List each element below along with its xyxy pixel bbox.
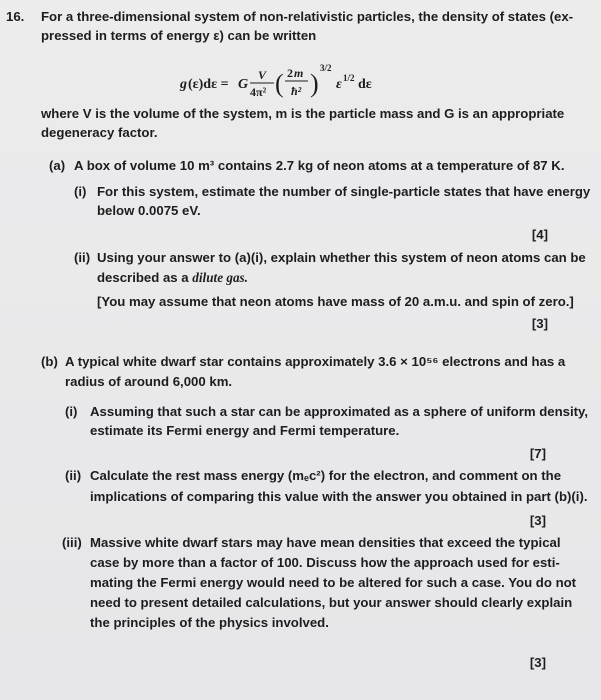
svg-text:ε: ε (336, 77, 342, 92)
part-b-iii-line-4: need to present detailed calculations, but your answer should clearly explain (90, 595, 573, 610)
part-b-iii-line-1: Massive white dwarf stars may have mean densities that exceed the typical (90, 535, 561, 550)
svg-text:dε: dε (358, 77, 372, 92)
part-b-iii-line-5: the principles of the physics involved. (90, 615, 329, 630)
density-of-states-equation (0, 59, 601, 105)
part-a-i-label: (i) (74, 184, 87, 199)
part-b-ii-line-1: Calculate the rest mass energy (mₑc²) for the electron, and comment on the (90, 468, 562, 483)
part-a-ii-marks: [3] (531, 316, 548, 331)
part-b-line-1: A typical white dwarf star contains approximately 3.6 × 10⁵⁶ electrons and has a (65, 354, 566, 369)
svg-text:): ) (310, 69, 319, 98)
part-b-i-line-1: Assuming that such a star can be approximated as a sphere of uniform density, (90, 404, 589, 419)
question-number: 16. (6, 9, 25, 24)
part-a-ii-line-2-prefix: described as a (97, 270, 193, 285)
part-b-iii-line-2: case by more than a factor of 100. Discuss how the approach used for esti- (90, 555, 560, 570)
part-a-text: A box of volume 10 m³ contains 2.7 kg of neon atoms at a temperature of 87 K. (74, 158, 565, 173)
after-equation-line-2: degeneracy factor. (41, 125, 158, 140)
part-b-iii-marks: [3] (529, 655, 546, 670)
svg-text:m: m (294, 66, 304, 80)
svg-text:G: G (238, 77, 249, 92)
part-a-i-line-1: For this system, estimate the number of single-particle states that have energy (97, 184, 591, 199)
svg-text:V: V (258, 68, 267, 82)
equation-graphic (0, 59, 601, 105)
part-b-i-marks: [7] (529, 446, 546, 461)
after-equation-line-1: where V is the volume of the system, m is the particle mass and G is an appropriate (41, 106, 565, 121)
part-b-i-label: (i) (65, 404, 78, 419)
part-a-ii-line-2 (97, 268, 248, 287)
svg-text:1/2: 1/2 (343, 73, 355, 83)
part-b-ii-marks: [3] (529, 513, 546, 528)
intro-line-2: pressed in terms of energy ε) can be written (41, 28, 317, 43)
part-b-iii-label: (iii) (62, 535, 82, 550)
part-a-i-marks: [4] (531, 227, 548, 242)
intro-line-1: For a three-dimensional system of non-relativistic particles, the density of states (ex- (41, 9, 574, 24)
part-b-label: (b) (41, 354, 58, 369)
part-a-ii-note: [You may assume that neon atoms have mass of 20 a.m.u. and spin of zero.] (97, 294, 574, 309)
part-b-line-2: radius of around 6,000 km. (65, 374, 233, 389)
dilute-gas-term: dilute gas. (192, 270, 248, 285)
part-b-iii-line-3: mating the Fermi energy would need to be altered for such a case. You do not (90, 575, 577, 590)
svg-text:(ε)dε =: (ε)dε = (188, 77, 229, 92)
part-b-ii-line-2: implications of comparing this value with the answer you obtained in part (b)(i). (90, 489, 588, 504)
part-a-label: (a) (49, 158, 66, 173)
svg-text:2: 2 (287, 66, 293, 80)
svg-text:4π²: 4π² (250, 85, 267, 99)
part-a-i-line-2: below 0.0075 eV. (97, 203, 201, 218)
part-b-ii-label: (ii) (65, 468, 82, 483)
svg-text:(: ( (275, 69, 284, 98)
svg-text:g: g (180, 77, 187, 92)
part-b-i-line-2: estimate its Fermi energy and Fermi temperature. (90, 423, 400, 438)
svg-text:3/2: 3/2 (320, 63, 332, 73)
part-a-ii-label: (ii) (74, 250, 91, 265)
svg-text:ħ²: ħ² (291, 84, 302, 98)
part-a-ii-line-1: Using your answer to (a)(i), explain whether this system of neon atoms can be (97, 250, 586, 265)
